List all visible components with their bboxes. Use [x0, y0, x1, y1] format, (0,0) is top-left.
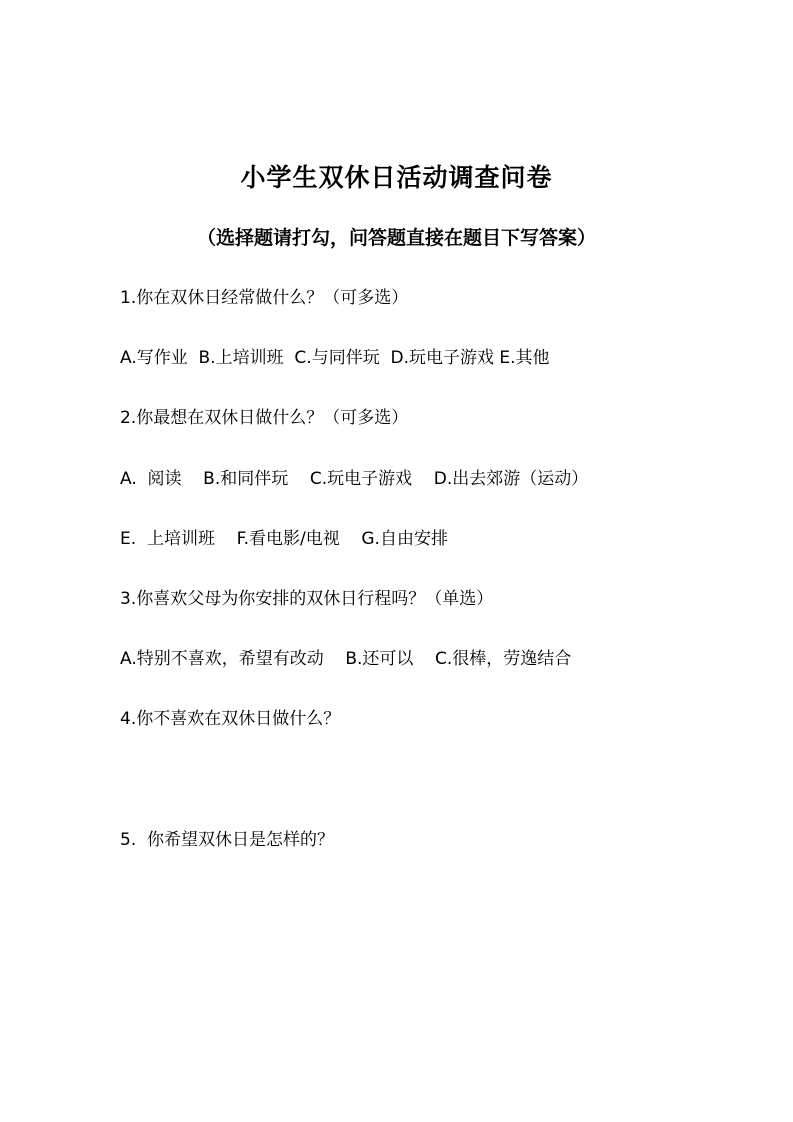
- question-5: 5. 你希望双休日是怎样的？: [120, 830, 335, 850]
- question-2: 2.你最想在双休日做什么？（可多选）: [120, 408, 409, 428]
- question-3: 3.你喜欢父母为你安排的双休日行程吗？（单选）: [120, 589, 494, 609]
- question-2-options-row-1: A. 阅读 B.和同伴玩 C.玩电子游戏 D.出去郊游（运动）: [120, 469, 589, 489]
- question-1-options: A.写作业 B.上培训班 C.与同伴玩 D.玩电子游戏 E.其他: [120, 348, 550, 368]
- question-3-options: A.特别不喜欢，希望有改动 B.还可以 C.很棒，劳逸结合: [120, 649, 572, 669]
- document-subtitle: （选择题请打勾，问答题直接在题目下写答案）: [196, 227, 596, 249]
- question-1: 1.你在双休日经常做什么？（可多选）: [120, 288, 409, 308]
- question-4: 4.你不喜欢在双休日做什么？: [120, 709, 341, 729]
- document-title: 小学生双休日活动调查问卷: [240, 163, 553, 192]
- question-2-options-row-2: E. 上培训班 F.看电影/电视 G.自由安排: [120, 529, 448, 549]
